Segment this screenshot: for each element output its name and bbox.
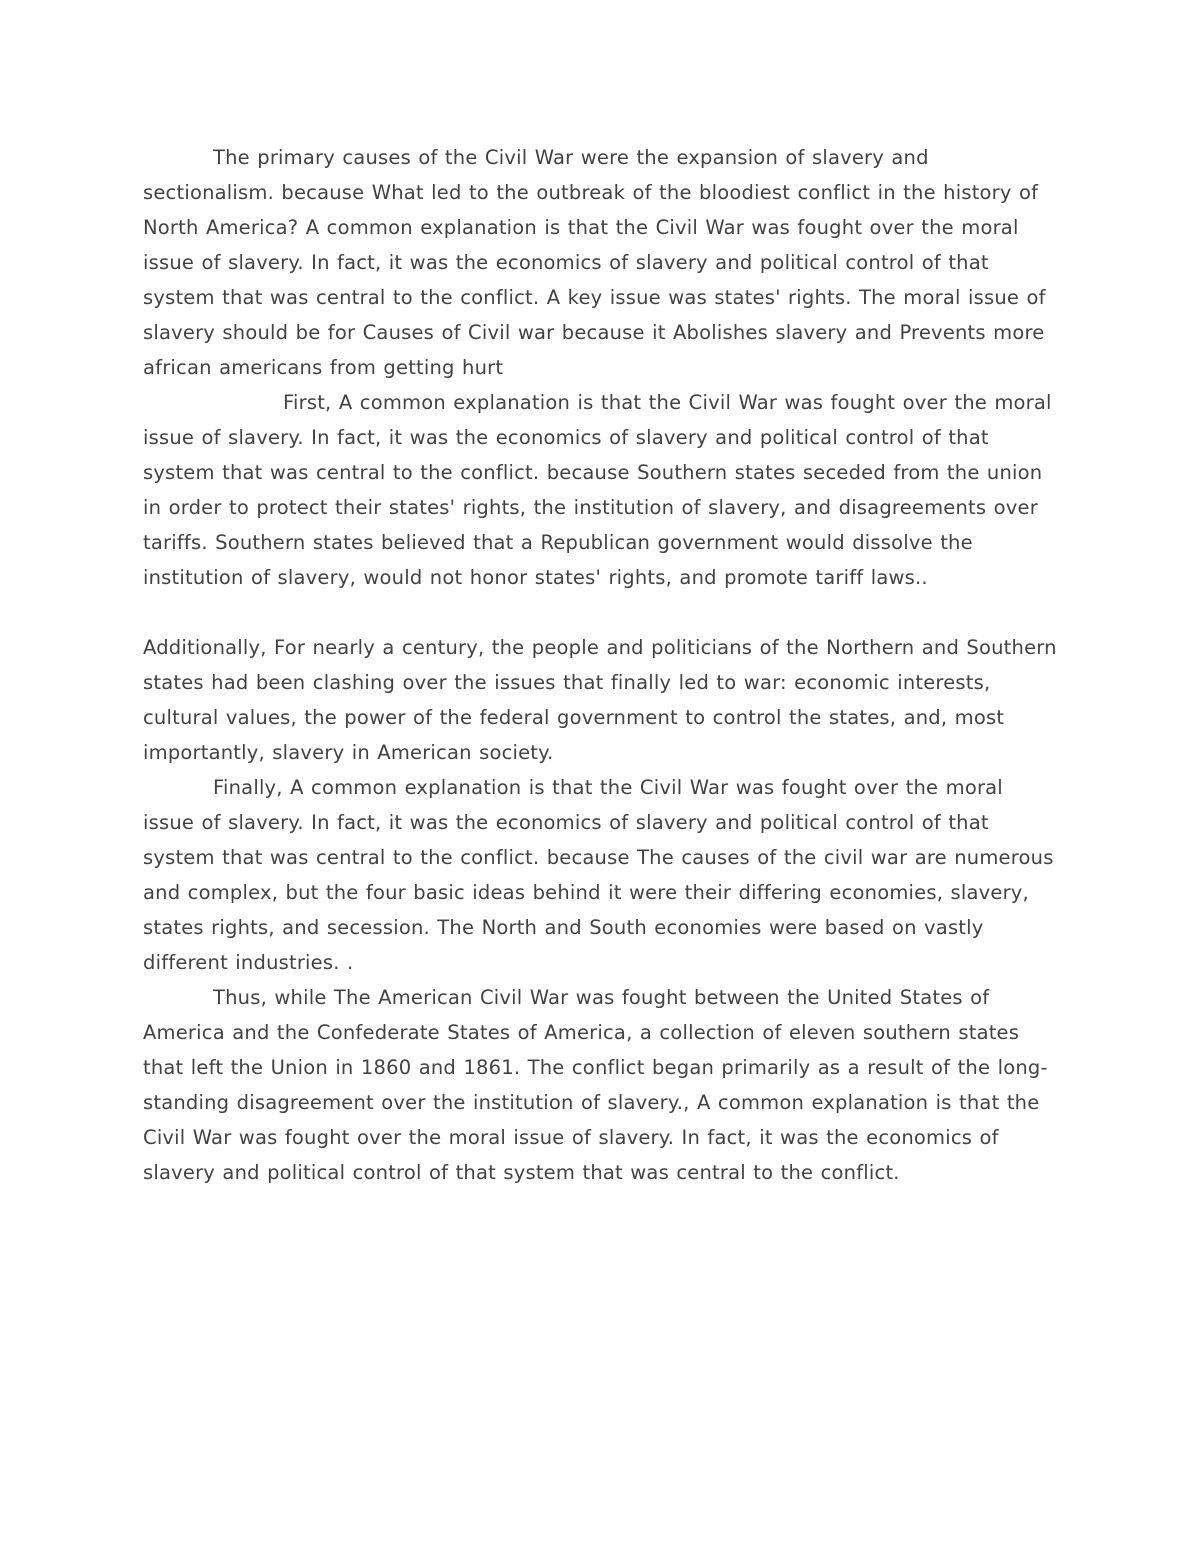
paragraph-additionally: Additionally, For nearly a century, the people and politicians of the Northern and Southern states had been clashing over the issues that finally led to war: economic interests, cultural values, the power of the federal government to control the states, and, most importantly, slavery in American society. bbox=[143, 636, 1057, 764]
paragraph-first-point: First, A common explanation is that the Civil War was fought over the moral issue of slavery. In fact, it was the economics of slavery and political control of that system that was central to the conflict. because Southern states seceded from the union in order to protect their states' rights, the institution of slavery, and disagreements over tariffs. Southern states believed that a Republican government would dissolve the institution of slavery, would not honor states' rights, and promote tariff laws.. bbox=[143, 391, 1052, 589]
paragraph-conclusion: Thus, while The American Civil War was fought between the United States of America and the Confederate States of America, a collection of eleven southern states that left the Union in 1860 and 1861. The conflict began primarily as a result of the long-standing disagreement over the institution of slavery., A common explanation is that the Civil War was fought over the moral issue of slavery. In fact, it was the economics of slavery and political control of that system that was central to the conflict. bbox=[143, 986, 1048, 1184]
paragraph-finally: Finally, A common explanation is that the Civil War was fought over the moral issue of slavery. In fact, it was the economics of slavery and political control of that system that was central to the conflict. because The causes of the civil war are numerous and complex, but the four basic ideas behind it were their differing economies, slavery, states rights, and secession. The North and South economies were based on vastly different industries. . bbox=[143, 776, 1054, 974]
paragraph-intro: The primary causes of the Civil War were the expansion of slavery and sectionalism. because What led to the outbreak of the bloodiest conflict in the history of North America? A common explanation is that the Civil War was fought over the moral issue of slavery. In fact, it was the economics of slavery and political control of that system that was central to the conflict. A key issue was states' rights. The moral issue of slavery should be for Causes of Civil war because it Abolishes slavery and Prevents more african americans from getting hurt bbox=[143, 146, 1046, 379]
essay-text-block bbox=[143, 140, 1059, 1190]
